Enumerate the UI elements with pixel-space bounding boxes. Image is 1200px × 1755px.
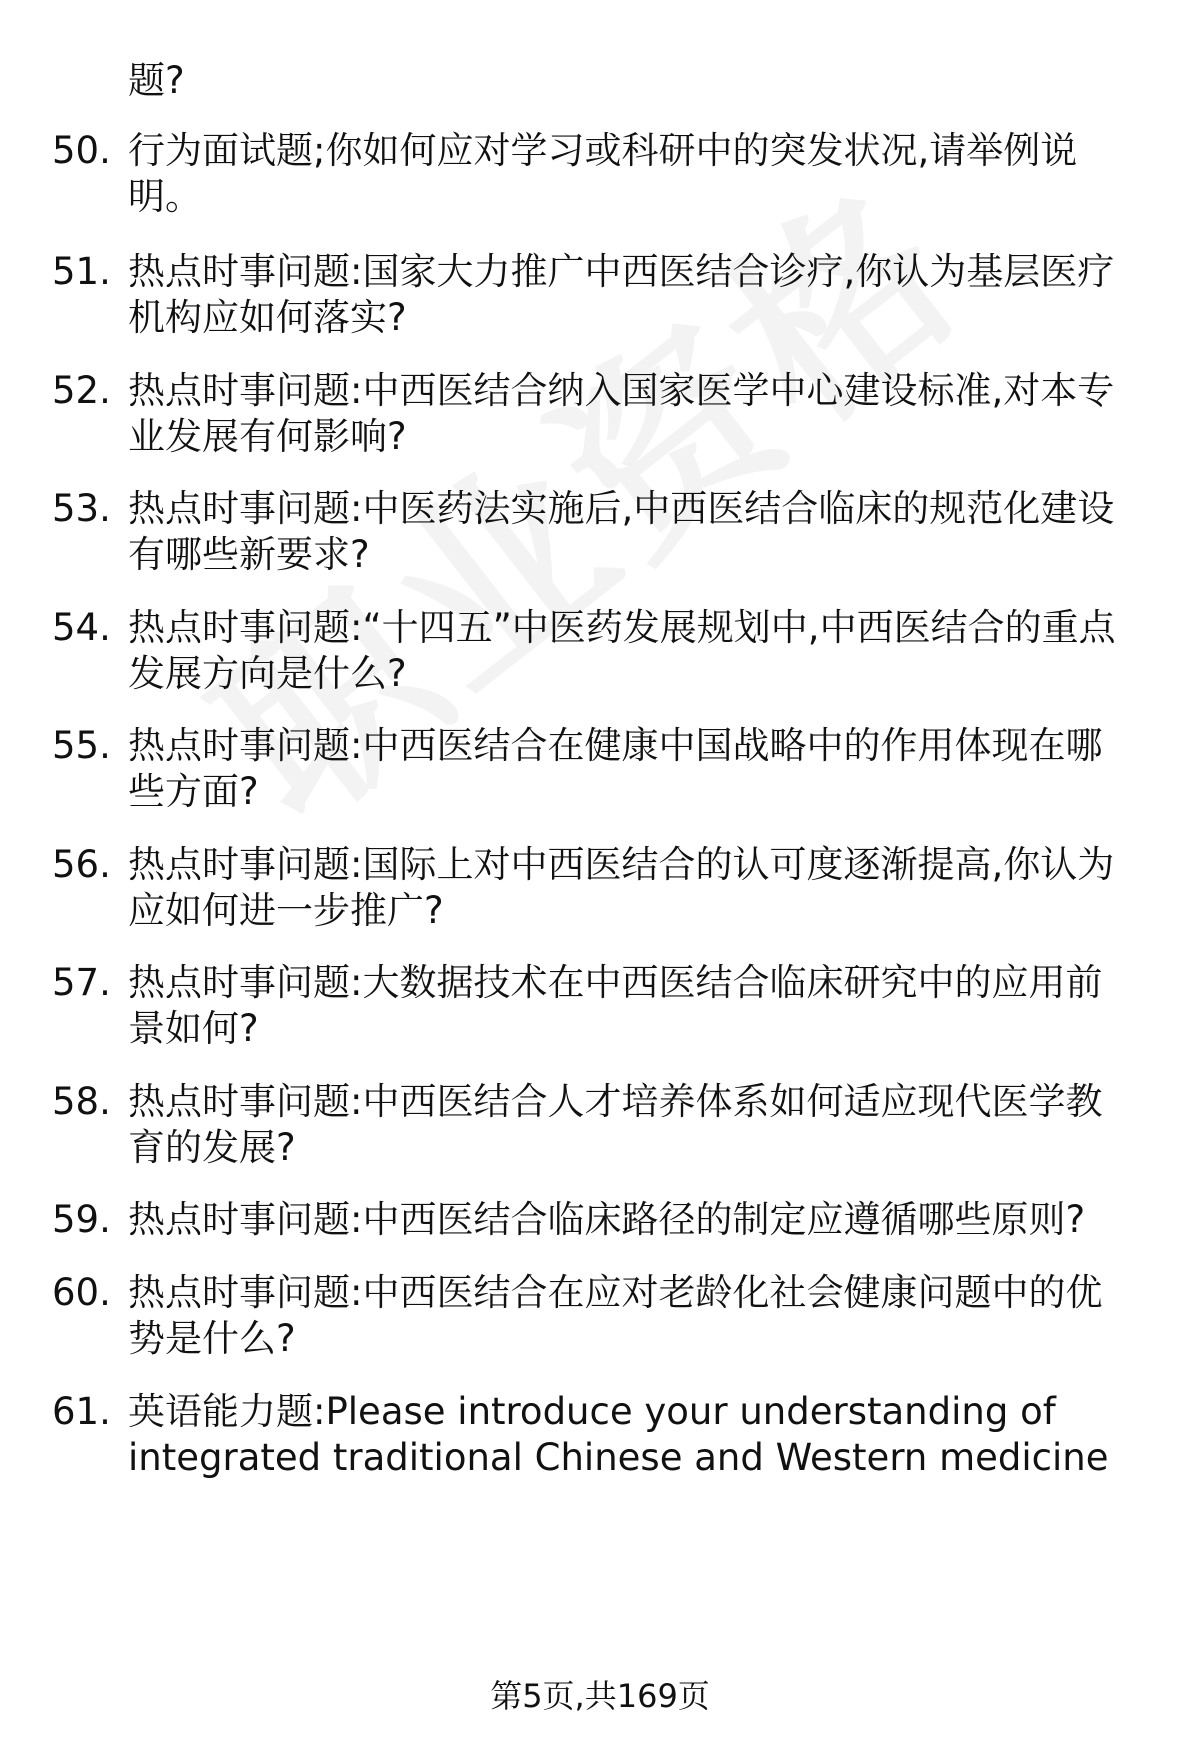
question-number: 50. bbox=[52, 129, 111, 172]
question-text: 热点时事问题:国家大力推广中西医结合诊疗,你认为基层医疗机构应如何落实? bbox=[128, 250, 1115, 339]
question-text: 热点时事问题:中西医结合人才培养体系如何适应现代医学教育的发展? bbox=[128, 1080, 1103, 1169]
question-text: 英语能力题:Please introduce your understanding of integrated traditional Chinese and Western medicine bbox=[128, 1390, 1109, 1479]
question-number: 53. bbox=[52, 487, 111, 530]
continuation-text: 题? bbox=[128, 59, 185, 102]
question-number: 55. bbox=[52, 724, 111, 767]
question-text: 热点时事问题:中西医结合在健康中国战略中的作用体现在哪些方面? bbox=[128, 724, 1103, 813]
question-number: 59. bbox=[52, 1198, 111, 1241]
question-number: 57. bbox=[52, 961, 111, 1004]
question-text: 热点时事问题:中西医结合纳入国家医学中心建设标准,对本专业发展有何影响? bbox=[128, 369, 1115, 458]
question-text: 热点时事问题:中医药法实施后,中西医结合临床的规范化建设有哪些新要求? bbox=[128, 487, 1115, 576]
question-text: 热点时事问题:大数据技术在中西医结合临床研究中的应用前景如何? bbox=[128, 961, 1103, 1050]
question-number: 51. bbox=[52, 250, 111, 293]
page-footer: 第5页,共169页 bbox=[490, 1677, 710, 1715]
question-text: 热点时事问题:中西医结合在应对老龄化社会健康问题中的优势是什么? bbox=[128, 1271, 1103, 1360]
question-text: 行为面试题;你如何应对学习或科研中的突发状况,请举例说明。 bbox=[128, 129, 1078, 218]
question-number: 60. bbox=[52, 1271, 111, 1314]
question-text: 热点时事问题:国际上对中西医结合的认可度逐渐提高,你认为应如何进一步推广? bbox=[128, 843, 1115, 932]
question-text: 热点时事问题:中西医结合临床路径的制定应遵循哪些原则? bbox=[128, 1198, 1086, 1241]
question-text: 热点时事问题:“十四五”中医药发展规划中,中西医结合的重点发展方向是什么? bbox=[128, 606, 1116, 695]
question-number: 58. bbox=[52, 1080, 111, 1123]
question-number: 52. bbox=[52, 369, 111, 412]
question-number: 54. bbox=[52, 606, 111, 649]
question-number: 56. bbox=[52, 843, 111, 886]
question-number: 61. bbox=[52, 1390, 111, 1433]
